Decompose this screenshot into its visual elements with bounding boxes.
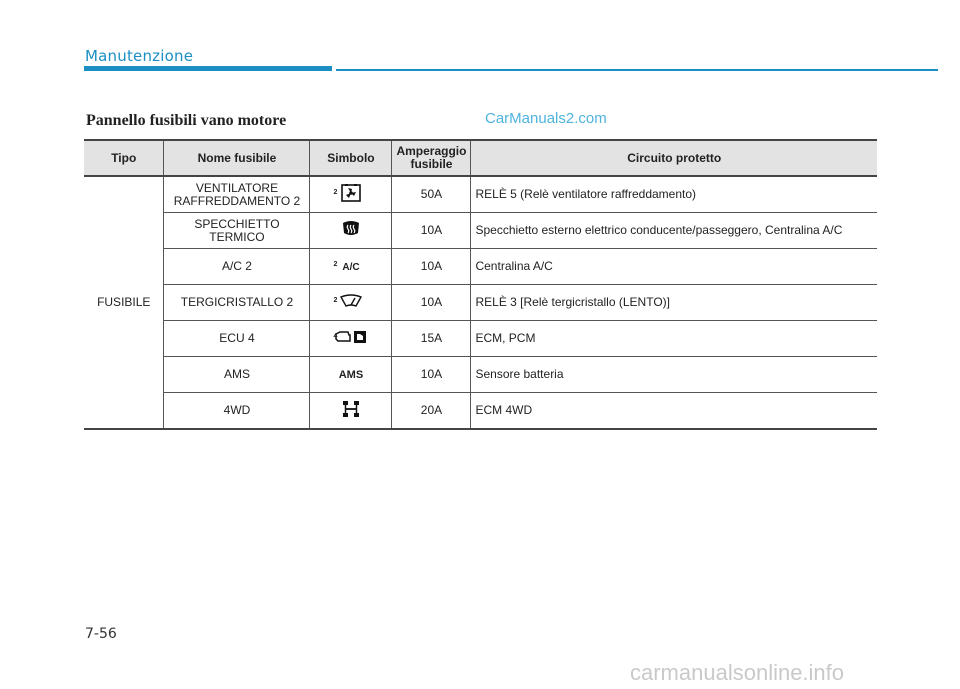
- page-heading: Pannello fusibili vano motore: [86, 112, 287, 129]
- amperage-cell: 15A: [392, 321, 471, 357]
- header-rule-thin: [336, 69, 938, 71]
- table-row: [84, 285, 877, 321]
- amperage-cell: 10A: [392, 285, 471, 321]
- fuse-name-cell: [164, 249, 310, 285]
- fuse-name-cell: [164, 321, 310, 357]
- header-amperaggio-line1: Amperaggio: [396, 144, 467, 158]
- circuit-cell: Specchietto esterno elettrico conducente/passeggero, Centralina A/C: [471, 213, 877, 249]
- circuit-cell: RELÈ 3 [Relè tergicristallo (LENTO)]: [471, 285, 877, 321]
- amperage-cell: 10A: [392, 213, 471, 249]
- page-number: 7-56: [85, 626, 117, 642]
- symbol-superscript: 2: [333, 261, 338, 268]
- table-header-row: [84, 140, 877, 176]
- amperage-cell: 10A: [392, 249, 471, 285]
- amperage-cell: 50A: [392, 176, 471, 213]
- fuse-name-line1: AMS: [223, 367, 250, 381]
- header-simbolo: Simbolo: [310, 140, 392, 176]
- circuit-cell: ECM, PCM: [471, 321, 877, 357]
- fuse-name-cell: [164, 285, 310, 321]
- watermark-link[interactable]: CarManuals2.com: [485, 110, 607, 127]
- fuse-name-cell: [164, 393, 310, 430]
- fuse-name-line1: TERGICRISTALLO 2: [180, 295, 294, 309]
- table-row: [84, 321, 877, 357]
- amperage-cell: 20A: [392, 393, 471, 430]
- header-circuito: Circuito protetto: [471, 140, 877, 176]
- header-nome-fusibile: Nome fusibile: [164, 140, 310, 176]
- 4wd-icon: [341, 399, 361, 419]
- symbol-cell: [310, 213, 392, 249]
- header-tipo: Tipo: [84, 140, 164, 176]
- ac-symbol: A/C: [342, 261, 360, 273]
- header-amperaggio-line2: fusibile: [410, 157, 453, 171]
- fuse-name-line2: TERMICO: [209, 229, 265, 244]
- fuse-name-line1: ECU 4: [219, 331, 255, 345]
- symbol-cell: [310, 357, 392, 393]
- circuit-cell: RELÈ 5 (Relè ventilatore raffreddamento): [471, 176, 877, 213]
- table-row: [84, 393, 877, 430]
- fuse-table: [84, 139, 877, 430]
- circuit-cell: ECM 4WD: [471, 393, 877, 430]
- symbol-superscript: 2: [333, 189, 338, 196]
- symbol-cell: [310, 285, 392, 321]
- wiper-icon: [340, 294, 362, 308]
- symbol-cell: [310, 176, 392, 213]
- symbol-superscript: 2: [333, 297, 338, 304]
- fuse-name-line1: VENTILATORE: [195, 180, 279, 195]
- fuse-name-cell: [164, 176, 310, 213]
- fan-icon: [341, 184, 361, 202]
- section-title: Manutenzione: [85, 47, 194, 65]
- circuit-cell: Sensore batteria: [471, 357, 877, 393]
- fuse-name-line2: RAFFREDDAMENTO 2: [173, 193, 301, 208]
- heated-mirror-icon: [341, 220, 361, 238]
- tipo-cell: FUSIBILE: [84, 176, 164, 429]
- header-amperaggio: [392, 140, 471, 176]
- symbol-cell: [310, 393, 392, 430]
- symbol-cell: [310, 321, 392, 357]
- symbol-cell: [310, 249, 392, 285]
- table-row: [84, 176, 877, 213]
- table-row: [84, 249, 877, 285]
- amperage-cell: 10A: [392, 357, 471, 393]
- circuit-cell: Centralina A/C: [471, 249, 877, 285]
- fuse-name-cell: [164, 357, 310, 393]
- footer-watermark: carmanualsonline.info: [630, 660, 845, 685]
- header-rule-thick: [84, 66, 332, 71]
- fuse-name-cell: [164, 213, 310, 249]
- ecu-icon: [334, 329, 368, 345]
- fuse-name-line1: SPECCHIETTO: [194, 216, 280, 231]
- symbol-superscript: 4: [333, 333, 338, 340]
- ams-symbol: AMS: [338, 368, 364, 381]
- table-row: [84, 213, 877, 249]
- fuse-name-line1: A/C 2: [221, 259, 252, 273]
- table-row: [84, 357, 877, 393]
- fuse-name-line1: 4WD: [223, 403, 251, 417]
